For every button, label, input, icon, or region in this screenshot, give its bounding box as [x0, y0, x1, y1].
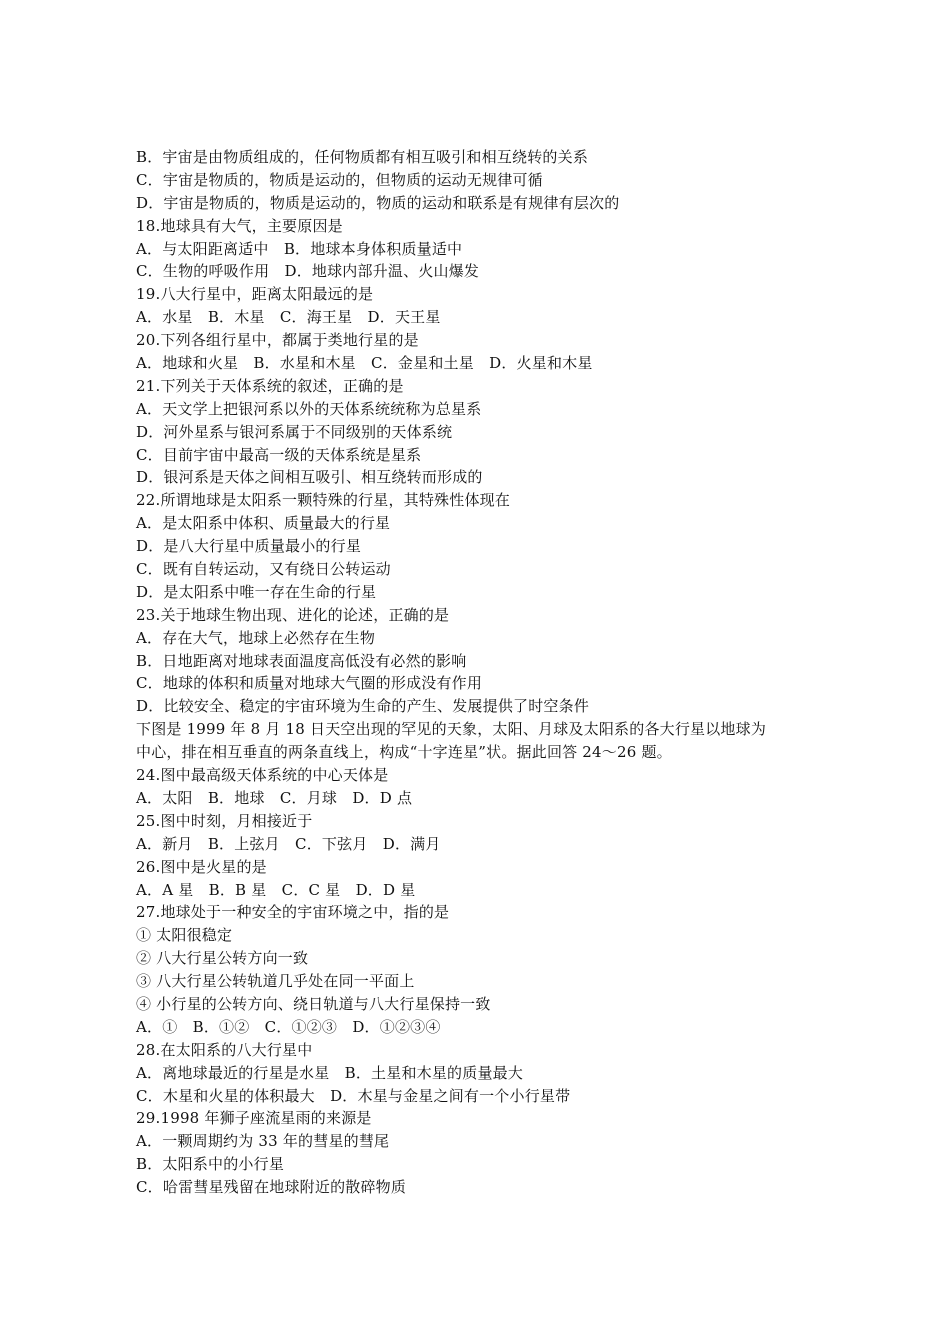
text-line: A．离地球最近的行星是水星 B．土星和木星的质量最大 — [136, 1063, 524, 1082]
text-line: D．河外星系与银河系属于不同级别的天体系统 — [136, 422, 453, 441]
text-line: D．宇宙是物质的，物质是运动的，物质的运动和联系是有规律有层次的 — [136, 193, 620, 212]
text-line: B．宇宙是由物质组成的，任何物质都有相互吸引和相互绕转的关系 — [136, 148, 589, 166]
text-line: ③ 八大行星公转轨道几乎处在同一平面上 — [136, 972, 415, 991]
text-line: A．水星 B．木星 C．海王星 D．天王星 — [136, 308, 441, 327]
question-22: 22.所谓地球是太阳系一颗特殊的行星，其特殊性体现在 — [136, 491, 511, 510]
text-line: C．地球的体积和质量对地球大气圈的形成没有作用 — [136, 674, 483, 693]
text-line: C．哈雷彗星残留在地球附近的散碎物质 — [136, 1178, 407, 1197]
question-20: 20.下列各组行星中，都属于类地行星的是 — [136, 331, 419, 350]
text-line: ② 八大行星公转方向一致 — [136, 949, 309, 968]
question-29: 29.1998 年狮子座流星雨的来源是 — [136, 1109, 372, 1128]
text-line: D．银河系是天体之间相互吸引、相互绕转而形成的 — [136, 468, 483, 487]
text-line: A．① B．①② C．①②③ D．①②③④ — [136, 1017, 441, 1036]
text-line: A．是太阳系中体积、质量最大的行星 — [136, 514, 391, 533]
text-line: C．木星和火星的体积最大 D．木星与金星之间有一个小行星带 — [136, 1086, 571, 1105]
text-line: C．既有自转运动，又有绕日公转运动 — [136, 560, 391, 579]
text-line: ④ 小行星的公转方向、绕日轨道与八大行星保持一致 — [136, 994, 491, 1013]
text-line: A．天文学上把银河系以外的天体系统统称为总星系 — [136, 399, 482, 418]
question-26: 26.图中是火星的是 — [136, 857, 267, 876]
question-23: 23.关于地球生物出现、进化的论述，正确的是 — [136, 605, 450, 624]
text-line: D．是太阳系中唯一存在生命的行星 — [136, 582, 377, 601]
question-25: 25.图中时刻，月相接近于 — [136, 811, 313, 830]
text-line: ① 太阳很稳定 — [136, 926, 233, 945]
text-line: A．地球和火星 B．水星和木星 C．金星和土星 D．火星和木星 — [136, 354, 593, 373]
text-line: C．目前宇宙中最高一级的天体系统是星系 — [136, 445, 422, 464]
question-28: 28.在太阳系的八大行星中 — [136, 1040, 313, 1059]
question-21: 21.下列关于天体系统的叙述，正确的是 — [136, 376, 404, 395]
text-line: A．新月 B．上弦月 C．下弦月 D．满月 — [136, 834, 441, 853]
text-line: D．比较安全、稳定的宇宙环境为生命的产生、发展提供了时空条件 — [136, 697, 590, 716]
question-27: 27.地球处于一种安全的宇宙环境之中，指的是 — [136, 903, 450, 922]
text-line: C．宇宙是物质的，物质是运动的，但物质的运动无规律可循 — [136, 170, 543, 189]
question-18: 18.地球具有大气，主要原因是 — [136, 216, 343, 235]
text-line: A．一颗周期约为 33 年的彗星的彗尾 — [136, 1132, 390, 1151]
text-line: A．存在大气，地球上必然存在生物 — [136, 628, 376, 647]
question-text-block — [136, 146, 836, 1199]
text-line: A．A 星 B．B 星 C．C 星 D．D 星 — [136, 880, 416, 899]
text-line: A．与太阳距离适中 B．地球本身体积质量适中 — [136, 239, 463, 258]
passage-line: 中心，排在相互垂直的两条直线上，构成“十字连星”状。据此回答 24～26 题。 — [136, 743, 672, 762]
question-19: 19.八大行星中，距离太阳最远的是 — [136, 285, 374, 304]
question-24: 24.图中最高级天体系统的中心天体是 — [136, 766, 389, 785]
text-line: C．生物的呼吸作用 D．地球内部升温、火山爆发 — [136, 262, 480, 281]
text-line: B．日地距离对地球表面温度高低没有必然的影响 — [136, 651, 467, 670]
text-line: B．太阳系中的小行星 — [136, 1155, 285, 1174]
text-line: D．是八大行星中质量最小的行星 — [136, 537, 362, 556]
text-line: A．太阳 B．地球 C．月球 D．D 点 — [136, 788, 413, 807]
passage-line: 下图是 1999 年 8 月 18 日天空出现的罕见的天象，太阳、月球及太阳系的各大行星以地球为 — [136, 720, 767, 739]
